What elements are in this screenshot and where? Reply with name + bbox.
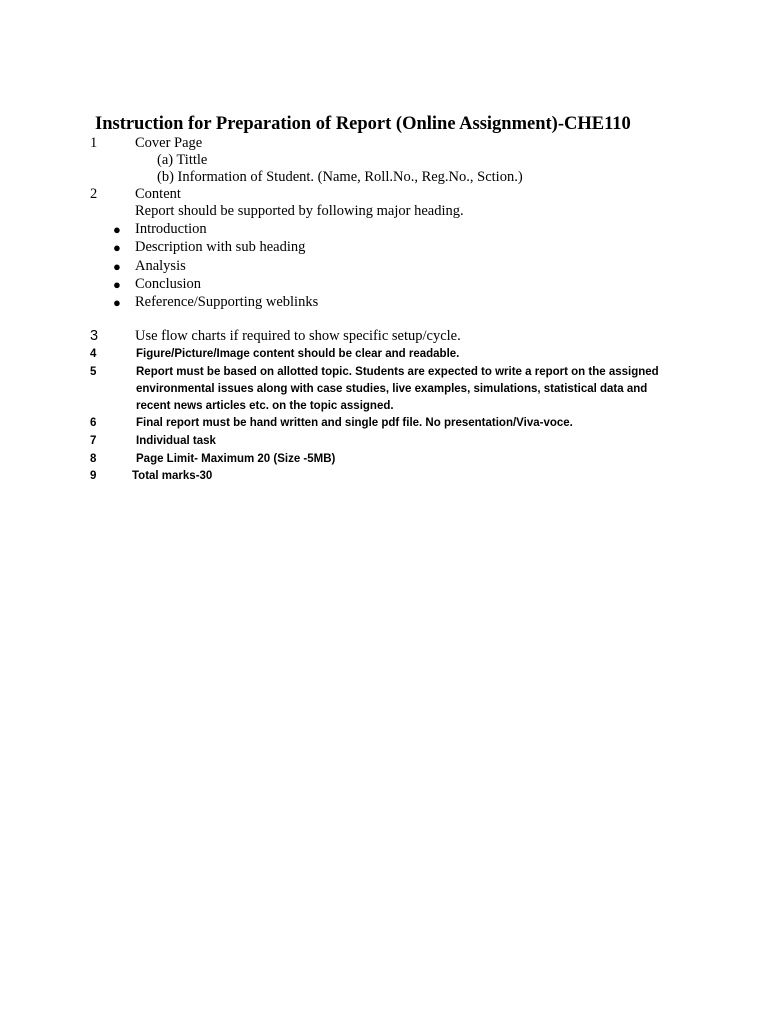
bullet-icon: ● [113,259,121,274]
section-1-number: 1 [90,135,98,151]
item-6-text: Final report must be hand written and single pdf file. No presentation/Viva-voce. [136,417,573,429]
bullet-item: Analysis [135,258,186,274]
bullet-item: Reference/Supporting weblinks [135,294,319,310]
item-9-number: 9 [90,470,97,482]
section-2-intro: Report should be supported by following major heading. [135,203,464,219]
section-1-sub-a: (a) Tittle [157,152,208,168]
section-2-number: 2 [90,186,98,202]
bullet-icon: ● [113,277,121,292]
bullet-item: Introduction [135,221,207,237]
bullet-icon: ● [113,295,121,310]
item-6-number: 6 [90,417,97,429]
item-5-line: environmental issues along with case studies, live examples, simulations, statistical data and [136,383,648,395]
item-9-text: Total marks-30 [132,470,213,482]
item-5-line: Report must be based on allotted topic. Students are expected to write a report on the assigned [136,366,659,378]
bullet-item: Conclusion [135,276,202,292]
section-2-label: Content [135,186,181,202]
item-8-number: 8 [90,453,97,465]
bullet-item: Description with sub heading [135,239,306,255]
item-5-number: 5 [90,366,97,378]
item-4-number: 4 [90,348,97,360]
bullet-icon: ● [113,240,121,255]
bullet-icon: ● [113,222,121,237]
item-7-text: Individual task [136,435,216,447]
item-4-text: Figure/Picture/Image content should be clear and readable. [136,348,460,360]
item-7-number: 7 [90,435,97,447]
item-5-line: recent news articles etc. on the topic assigned. [136,400,394,412]
section-1-label: Cover Page [135,135,203,151]
item-3-number: 3 [90,328,99,344]
section-1-sub-b: (b) Information of Student. (Name, Roll.No., Reg.No., Sction.) [157,169,523,185]
document-title: Instruction for Preparation of Report (Online Assignment)-CHE110 [95,114,631,134]
item-3-text: Use flow charts if required to show specific setup/cycle. [135,328,461,344]
item-8-text: Page Limit- Maximum 20 (Size -5MB) [136,453,336,465]
item-5-paragraph [136,364,678,415]
